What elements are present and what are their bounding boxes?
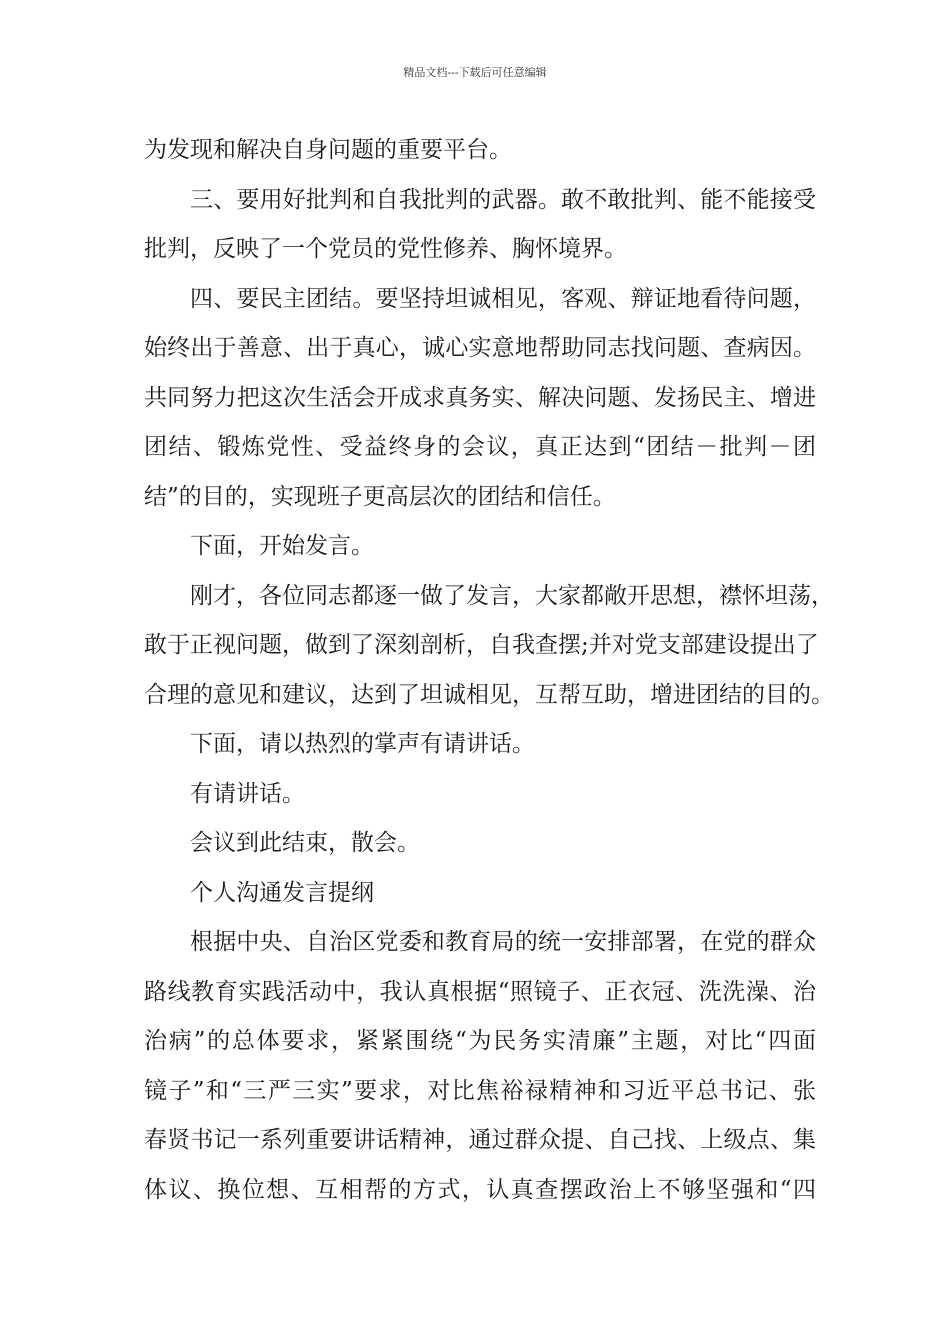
text-line: 四、要民主团结。要坚持坦诚相见，客观、辩证地看待问题， <box>190 285 816 312</box>
text-line: 刚才，各位同志都逐一做了发言，大家都敞开思想，襟怀坦荡， <box>190 582 834 609</box>
text-line: 根据中央、自治区党委和教育局的统一安排部署，在党的群众 <box>190 929 816 955</box>
text-line: 团结、锻炼党性、受益终身的会议，真正达到“团结－批判－团 <box>144 434 816 460</box>
text-line: 三、要用好批判和自我批判的武器。敢不敢批判、能不能接受 <box>190 186 816 213</box>
text-line: 为发现和解决自身问题的重要平台。 <box>144 137 512 163</box>
text-line: 会议到此结束，散会。 <box>190 830 420 856</box>
text-line: 镜子”和“三严三实”要求，对比焦裕禄精神和习近平总书记、张 <box>144 1077 816 1104</box>
text-line: 治病”的总体要求，紧紧围绕“为民务实清廉”主题，对比“四面 <box>144 1028 816 1054</box>
document-body <box>144 126 834 1215</box>
text-line: 春贤书记一系列重要讲话精神，通过群众提、自己找、上级点、集 <box>144 1127 816 1153</box>
text-line: 下面，开始发言。 <box>190 533 374 559</box>
text-line: 共同努力把这次生活会开成求真务实、解决问题、发扬民主、增进 <box>144 384 816 411</box>
text-line: 批判，反映了一个党员的党性修养、胸怀境界。 <box>144 236 627 262</box>
text-line: 结”的目的，实现班子更高层次的团结和信任。 <box>144 483 616 510</box>
page-header: 精品文档---下载后可任意编辑 <box>403 66 547 79</box>
text-line: 路线教育实践活动中，我认真根据“照镜子、正衣冠、洗洗澡、治 <box>144 978 816 1005</box>
text-line: 个人沟通发言提纲 <box>190 879 374 906</box>
text-line: 始终出于善意、出于真心，诚心实意地帮助同志找问题、查病因。 <box>144 335 816 361</box>
text-line: 敢于正视问题，做到了深刻剖析，自我查摆;并对党支部建设提出了 <box>144 632 819 658</box>
text-line: 有请讲话。 <box>190 780 305 807</box>
text-line: 下面，请以热烈的掌声有请讲话。 <box>190 731 535 757</box>
text-line: 体议、换位想、互相帮的方式，认真查摆政治上不够坚强和“四 <box>144 1176 816 1203</box>
text-line: 合理的意见和建议，达到了坦诚相见，互帮互助，增进团结的目的。 <box>144 681 834 708</box>
